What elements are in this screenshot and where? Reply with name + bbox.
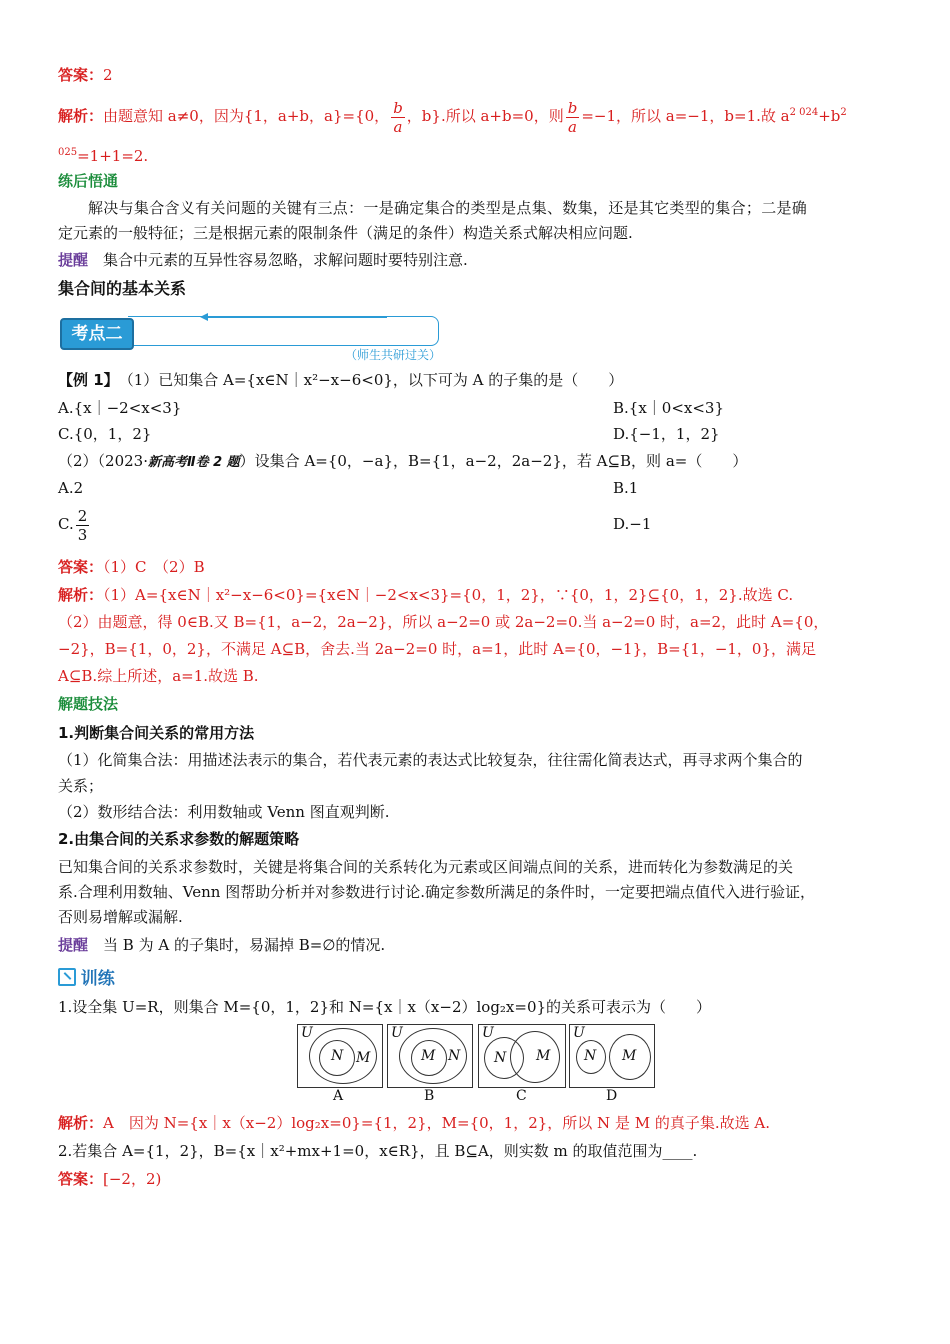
analysis2-label: 解析： xyxy=(58,586,104,604)
exponent-1: 2 024 xyxy=(789,107,819,118)
jieti-1-line-3: （2）数形结合法：利用数轴或 Venn 图直观判断. xyxy=(58,803,390,821)
jieti-heading: 解题技法 xyxy=(58,695,119,713)
analysis-text-2: ，b}.所以 a+b=0，则 xyxy=(406,107,564,125)
xunlian-heading: 训练 xyxy=(80,969,115,989)
analysis-1 xyxy=(58,92,892,137)
training-question-2: 2.若集合 A={1，2}，B={x｜x²+mx+1=0，x∈R}，且 B⊆A，则实数 m 的取值范围为____. xyxy=(58,1142,698,1160)
training-analysis-label: 解析： xyxy=(58,1114,104,1132)
jieti-title-2: 2.由集合间的关系求参数的解题策略 xyxy=(58,830,300,848)
analysis-2-line-2: （2）由题意，得 0∈B.又 B={1，a−2，2a−2}，所以 a−2=0 或 2a−2=0.当 a−2=0 时，a=2，此时 A={0， xyxy=(58,613,829,631)
q2-prefix: （2）（2023· xyxy=(58,452,148,470)
kaodian-tag: 考点二 xyxy=(60,318,134,350)
answer-label: 答案： xyxy=(58,66,104,84)
analysis-1-line2 xyxy=(58,142,892,167)
example-options-row-2 xyxy=(58,423,892,445)
venn-a-u: U xyxy=(301,1025,313,1041)
venn-c-m: M xyxy=(536,1048,551,1064)
reminder-text: 集合中元素的互异性容易忽略，求解问题时要特别注意. xyxy=(103,251,468,269)
option-d: D.{−1，1，2} xyxy=(613,425,720,443)
fraction-b-over-a-2: $\frac{b}{a}$ xyxy=(567,98,578,136)
lianhou-heading: 练后悟通 xyxy=(58,172,119,190)
analysis-2-line-1 xyxy=(58,584,892,606)
xunlian-header xyxy=(58,968,892,990)
example2-options-row-2 xyxy=(58,503,892,545)
reminder2-label: 提醒 xyxy=(58,936,89,954)
training-icon xyxy=(58,968,76,986)
answer-1 xyxy=(58,64,892,86)
training-analysis-text: A 因为 N={x｜x（x−2）log₂x=0}={1，2}，M={0，1，2}，所以 N 是 M 的真子集.故选 A. xyxy=(103,1114,770,1132)
q2-source: 新高考Ⅱ卷 2 题 xyxy=(148,455,240,470)
venn-label-b: B xyxy=(424,1088,435,1104)
jieti-2-line-3: 否则易增解或漏解. xyxy=(58,908,183,926)
jieti-1-line-1: （1）化简集合法：用描述法表示的集合，若代表元素的表达式比较复杂，往往需化简表达式，再寻求两个集合的 xyxy=(58,751,803,769)
jieti-2-line-1: 已知集合间的关系求参数时，关键是将集合间的关系转化为元素或区间端点间的关系，进而转化为参数满足的关 xyxy=(58,858,794,876)
kaodian-subtitle: （师生共研过关） xyxy=(345,348,442,362)
option-a: A.{x｜−2<x<3} xyxy=(58,399,182,417)
analysis-text-5: =1+1=2. xyxy=(77,147,149,165)
option2-a: A.2 xyxy=(58,479,84,497)
venn-a-m: M xyxy=(356,1050,371,1066)
reminder-label: 提醒 xyxy=(58,251,89,269)
training-analysis-1 xyxy=(58,1112,892,1134)
example-label: 【例 1】 xyxy=(58,371,112,389)
jieti-2-line-2: 系.合理利用数轴、Venn 图帮助分析并对参数进行讨论.确定参数所满足的条件时，一定要把端点值代入进行验证， xyxy=(58,883,815,901)
training-question-1: 1.设全集 U=R，则集合 M={0，1，2}和 N={x｜x（x−2）log₂x=0}的关系可表示为（ ） xyxy=(58,998,712,1016)
section-title: 集合间的基本关系 xyxy=(58,279,187,298)
example-options-row-1 xyxy=(58,397,892,419)
example-q1-text: （1）已知集合 A={x∈N｜x²−x−6<0}，以下可为 A 的子集的是（ ） xyxy=(126,371,624,389)
venn-b-n: N xyxy=(448,1048,461,1064)
training-answer-value: [−2，2) xyxy=(103,1170,162,1188)
option2-b: B.1 xyxy=(613,479,639,497)
analysis-text-3: =−1，所以 a=−1，b=1.故 a xyxy=(581,107,790,125)
fraction-two-thirds: $\frac{2}{3}$ xyxy=(77,506,88,544)
analysis-label: 解析： xyxy=(58,107,104,125)
lianhou-reminder xyxy=(58,249,892,271)
venn-label-a: A xyxy=(333,1088,344,1104)
analysis-text-1: 由题意知 a≠0，因为{1，a+b，a}={0， xyxy=(103,107,390,125)
answer-value: 2 xyxy=(103,66,113,84)
analysis-2-line-3: −2}，B={1，0，2}，不满足 A⊆B，舍去.当 2a−2=0 时，a=1，此时 A={0，−1}，B={1，−1，0}，满足 xyxy=(58,640,817,658)
option2-c-prefix: C. xyxy=(58,515,74,533)
jieti-1-line-2: 关系； xyxy=(58,777,104,795)
venn-c-u: U xyxy=(482,1025,494,1041)
q2-text: ）设集合 A={0，−a}，B={1，a−2，2a−2}，若 A⊆B，则 a=（ ） xyxy=(239,452,748,470)
jieti-title-1: 1.判断集合间关系的常用方法 xyxy=(58,724,255,742)
venn-c-m-circle xyxy=(510,1031,560,1083)
venn-label-c: C xyxy=(516,1088,527,1104)
option2-d: D.−1 xyxy=(613,515,652,533)
venn-d-n: N xyxy=(584,1048,597,1064)
example-question-2 xyxy=(58,450,892,474)
option-b: B.{x｜0<x<3} xyxy=(613,399,725,417)
example2-options-row-1 xyxy=(58,477,892,499)
training-answer-2 xyxy=(58,1168,892,1190)
lianhou-line-1: 解决与集合含义有关问题的关键有三点：一是确定集合的类型是点集、数集，还是其它类型的集合；二是确 xyxy=(88,199,808,217)
reminder2-text: 当 B 为 A 的子集时，易漏掉 B=∅的情况. xyxy=(103,936,386,954)
analysis-text-4: +b xyxy=(818,107,841,125)
training-answer-label: 答案： xyxy=(58,1170,104,1188)
lianhou-line-2: 定元素的一般特征；三是根据元素的限制条件（满足的条件）构造关系式解决相应问题. xyxy=(58,224,633,242)
venn-b-u: U xyxy=(391,1025,403,1041)
venn-label-d: D xyxy=(606,1088,618,1104)
venn-a-n: N xyxy=(331,1048,344,1064)
fraction-b-over-a-1: $\frac{b}{a}$ xyxy=(393,98,403,136)
answer-2 xyxy=(58,556,892,578)
option-c: C.{0，1，2} xyxy=(58,425,152,443)
exponent-2: 2 xyxy=(840,107,847,118)
kaodian-banner-frame xyxy=(128,316,439,346)
analysis-2-line-4: A⊆B.综上所述，a=1.故选 B. xyxy=(58,667,259,685)
analysis2-text-1: （1）A={x∈N｜x²−x−6<0}={x∈N｜−2<x<3}={0，1，2}，∵{0，1，2}⊆{0，1，2}.故选 C. xyxy=(103,586,794,604)
exponent-cont: 025 xyxy=(58,147,78,158)
answer2-value: （1）C （2）B xyxy=(103,558,205,576)
banner-arrow-line xyxy=(207,316,387,318)
venn-b-m: M xyxy=(421,1048,436,1064)
example-question-1 xyxy=(58,369,892,391)
jieti-reminder xyxy=(58,934,892,956)
answer2-label: 答案： xyxy=(58,558,104,576)
venn-d-u: U xyxy=(573,1025,585,1041)
venn-d-m: M xyxy=(622,1048,637,1064)
venn-c-n: N xyxy=(494,1050,507,1066)
